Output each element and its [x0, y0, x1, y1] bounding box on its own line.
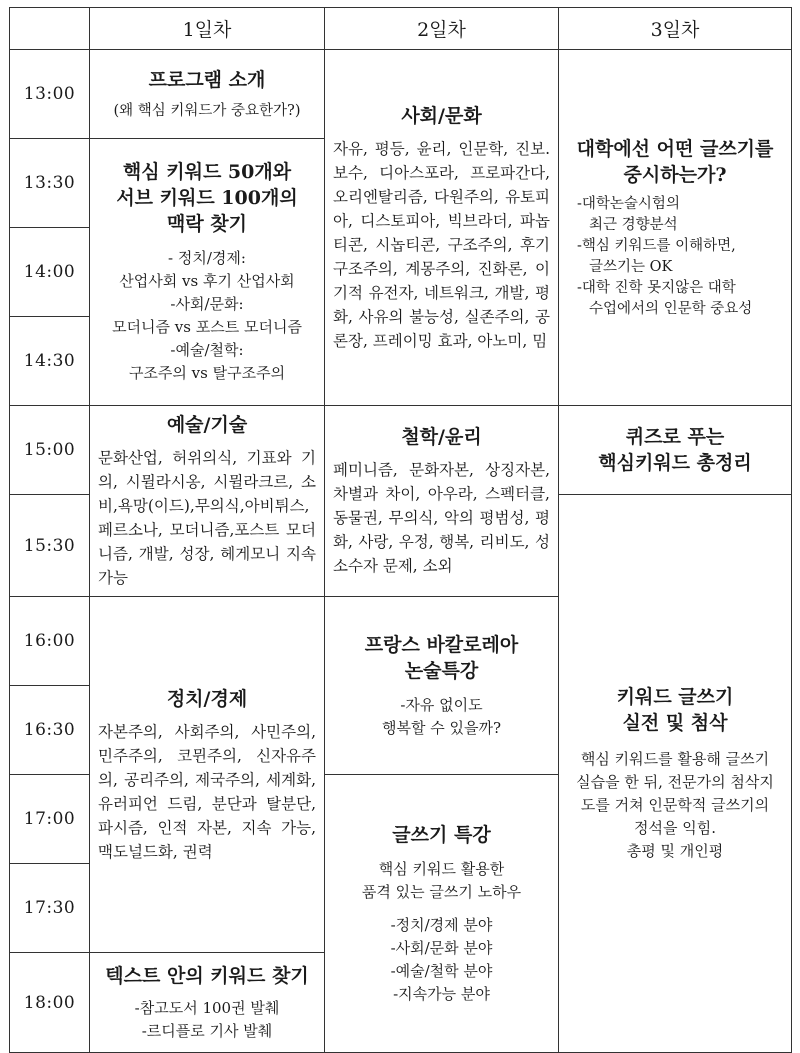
header-day1: 1일차: [90, 8, 325, 50]
day3-practice-title-line: 키워드 글쓰기: [616, 686, 734, 708]
day3-quiz-title-line: 퀴즈로 푸는: [625, 426, 725, 448]
day2-philosophy-body: 페미니즘, 문화자본, 상징자본, 차별과 차이, 아우라, 스펙터클, 동물권, 무의식, 악의 평범성, 평화, 사랑, 우정, 행복, 리비도, 성소수자 문제, 소외: [333, 461, 550, 575]
day1-intro-title: 프로그램 소개: [148, 68, 266, 91]
day1-keywords-item: 구조주의 vs 탈구조주의: [128, 364, 286, 382]
day3-university-item: -대학논술시험의: [577, 195, 680, 212]
day3-university-item: -핵심 키워드를 이해하면,: [577, 237, 736, 254]
day3-practice-body-line: 핵심 키워드를 활용해 글쓰기: [580, 750, 770, 768]
day2-writing-item: -지속가능 분야: [393, 984, 490, 1003]
day1-keywords-title-line: 맥락 찾기: [166, 213, 248, 235]
day3-university-title-line: 중시하는가?: [623, 163, 727, 186]
day1-politics-title: 정치/경제: [166, 687, 248, 710]
day1-keywords-item: - 정치/경제:: [168, 249, 246, 267]
header-row: [10, 8, 792, 50]
day3-university-item: 최근 경향분석: [589, 216, 678, 233]
day1-intro-sub: (왜 핵심 키워드가 중요한가?): [113, 102, 301, 119]
schedule-table: [9, 7, 792, 1053]
day1-politics-cell: [90, 597, 325, 953]
day1-art-title: 예술/기술: [166, 414, 248, 436]
day1-keywords-item: -사회/문화:: [170, 295, 244, 313]
day2-philosophy-title: 철학/윤리: [401, 426, 482, 448]
day3-practice-body-line: 정석을 익힘.: [634, 819, 716, 837]
day1-politics-body: 자본주의, 사회주의, 사민주의, 민주주의, 코뮌주의, 신자유주의, 공리주의, 제국주의, 세계화, 유러피언 드림, 분단과 탈분단, 파시즘, 인적 자본, 지속 가능, 맥도널드화, 권력: [98, 722, 316, 861]
time-slot: 16:00: [10, 597, 90, 686]
day2-writing-title: 글쓰기 특강: [392, 823, 491, 846]
time-slot: 13:30: [10, 139, 90, 228]
day2-bac-item: 행복할 수 있을까?: [381, 718, 501, 737]
day3-practice-body-line: 실습을 한 뒤, 전문가의 첨삭지: [576, 773, 774, 791]
time-slot: 18:00: [10, 953, 90, 1053]
day2-writing-item: -사회/문화 분야: [390, 938, 493, 957]
time-slot: 17:30: [10, 864, 90, 953]
day2-society-title: 사회/문화: [401, 104, 482, 127]
day3-practice-body-line: 도를 거쳐 인문학적 글쓰기의: [580, 796, 770, 814]
day1-keywords-item: 산업사회 vs 후기 산업사회: [119, 272, 295, 290]
day2-writing-sub-line: 품격 있는 글쓰기 노하우: [361, 882, 522, 901]
day2-writing-cell: [325, 775, 559, 1053]
time-slot: 16:30: [10, 686, 90, 775]
day3-quiz-title-line: 핵심키워드 총정리: [598, 452, 752, 474]
day3-university-title-line: 대학에선 어떤 글쓰기를: [576, 137, 774, 160]
day2-writing-item: -예술/철학 분야: [390, 961, 493, 980]
time-slot: 15:30: [10, 495, 90, 597]
day2-bac-title-line: 논술특강: [404, 659, 479, 682]
day2-philosophy-cell: [325, 406, 559, 597]
day2-society-body: 자유, 평등, 윤리, 인문학, 진보. 보수, 디아스포라, 프로파간다, 오리엔탈리즘, 다원주의, 유토피아, 디스토피아, 빅브라더, 파놉티콘, 시놉티콘, 구조주의, 후기구조주의, 계몽주의, 진화론, 이기적 유전자, 네트워크, 개발, 평화, 사유의 불능성, 실존주의, 공론장, 프레이밍 효과, 아노미, 밈: [333, 139, 550, 350]
day3-practice-cell: [559, 495, 792, 1053]
header-corner: [10, 8, 90, 50]
header-day3: 3일차: [559, 8, 792, 50]
day1-keywords-item: -예술/철학:: [170, 341, 244, 359]
day1-art-body: 문화산업, 허위의식, 기표와 기의, 시뮐라시옹, 시뮐라크르, 소비,욕망(이드),무의식,아비튀스, 페르소나, 모더니즘,포스트 모더니즘, 개발, 성장, 헤게모니 지속가능: [98, 449, 316, 587]
time-slot: 14:30: [10, 317, 90, 406]
day3-university-cell: [559, 50, 792, 406]
time-slot: 15:00: [10, 406, 90, 495]
day1-keywords-cell: [90, 139, 325, 406]
day1-keywords-title-line: 서브 키워드 100개의: [116, 187, 298, 209]
day3-university-item: 글쓰기는 OK: [589, 258, 673, 275]
time-slot: 14:00: [10, 228, 90, 317]
day3-university-item: 수업에서의 인문학 중요성: [589, 300, 753, 317]
day3-practice-body-line: 총평 및 개인평: [626, 842, 724, 860]
time-slot: 17:00: [10, 775, 90, 864]
day2-bac-cell: [325, 597, 559, 775]
day1-intro-cell: [90, 50, 325, 139]
day2-writing-item: -정치/경제 분야: [390, 915, 493, 934]
day3-practice-title-line: 실전 및 첨삭: [622, 712, 728, 734]
time-slot: 13:00: [10, 50, 90, 139]
day3-quiz-cell: [559, 406, 792, 495]
day1-text-cell: [90, 953, 325, 1053]
day1-keywords-item: 모더니즘 vs 포스트 모더니즘: [112, 318, 302, 336]
day2-bac-item: -자유 없이도: [400, 695, 483, 714]
day2-writing-sub-line: 핵심 키워드 활용한: [378, 859, 505, 878]
day1-text-item: -르디플로 기사 발췌: [141, 1021, 273, 1040]
day3-university-item: -대학 진학 못지않은 대학: [577, 279, 736, 296]
day1-art-cell: [90, 406, 325, 597]
day2-society-cell: [325, 50, 559, 406]
header-day2: 2일차: [325, 8, 559, 50]
day1-text-title: 텍스트 안의 키워드 찾기: [105, 964, 309, 987]
day1-keywords-title-line: 핵심 키워드 50개와: [122, 161, 292, 183]
day2-bac-title-line: 프랑스 바칼로레아: [364, 633, 519, 656]
day1-text-item: -참고도서 100권 발췌: [134, 998, 280, 1017]
